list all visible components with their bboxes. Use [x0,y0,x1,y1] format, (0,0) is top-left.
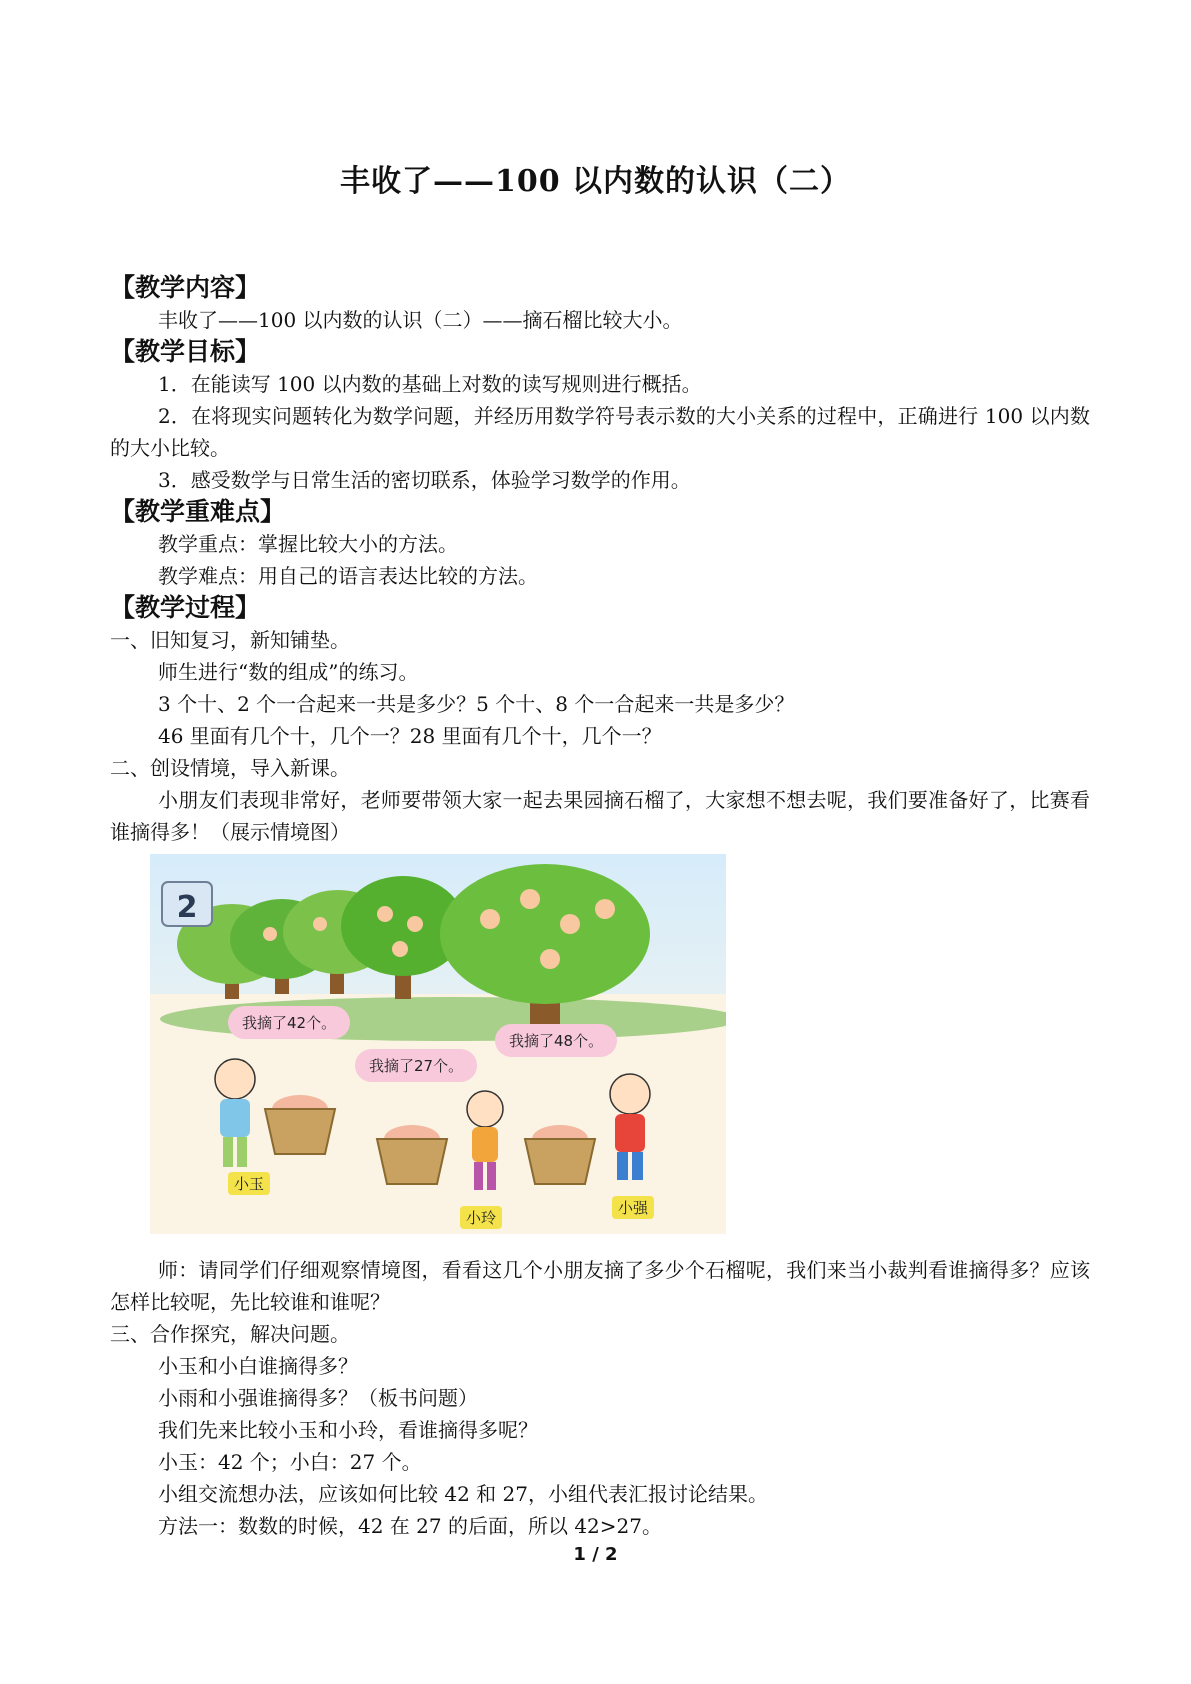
step1-line2: 3 个十、2 个一合起来一共是多少？5 个十、8 个一合起来一共是多少？ [158,692,795,716]
speech-bubble-2: 我摘了27个。 [355,1049,477,1082]
badge-number: 2 [176,890,198,925]
name-tag-xiaoqiang: 小强 [612,1196,654,1219]
name-tag-xiaoyu: 小玉 [228,1172,270,1195]
section-heading-process: 【教学过程】 [110,593,261,622]
step3-title: 三、合作探究，解决问题。 [110,1322,350,1346]
section-heading-content: 【教学内容】 [110,273,261,302]
step3-line3: 我们先来比较小玉和小玲，看谁摘得多呢？ [158,1418,538,1442]
step1-title: 一、旧知复习，新知铺垫。 [110,628,350,652]
step1-line1: 师生进行“数的组成”的练习。 [158,660,419,684]
step1-line3: 46 里面有几个十，几个一？28 里面有几个十，几个一？ [158,724,662,748]
page-title: 丰收了——100 以内数的认识（二） [339,164,852,199]
step3-line2: 小雨和小强谁摘得多？（板书问题） [158,1386,478,1410]
number-badge [162,882,212,926]
goal-3: 3．感受数学与日常生活的密切联系，体验学习数学的作用。 [158,468,691,492]
document-body [110,272,1090,1542]
difficult-point: 教学难点：用自己的语言表达比较的方法。 [158,564,538,588]
basket-3 [525,1125,595,1184]
content-text: 丰收了——100 以内数的认识（二）——摘石榴比较大小。 [158,308,683,332]
basket-2 [377,1125,447,1184]
teacher-text: 师：请同学们仔细观察情境图，看看这几个小朋友摘了多少个石榴呢，我们来当小裁判看谁摘得多？应该怎样比较呢，先比较谁和谁呢？ [110,1258,1090,1314]
step2-text: 小朋友们表现非常好，老师要带领大家一起去果园摘石榴了，大家想不想去呢，我们要准备好了，比赛看谁摘得多！（展示情境图） [110,788,1090,844]
step3-line5: 小组交流想办法，应该如何比较 42 和 27，小组代表汇报讨论结果。 [158,1482,768,1506]
name-tag-xiaoling: 小玲 [460,1206,502,1229]
goal-1: 1．在能读写 100 以内数的基础上对数的读写规则进行概括。 [158,372,702,396]
step3-line1: 小玉和小白谁摘得多？ [158,1354,358,1378]
basket-1 [265,1095,335,1154]
key-point: 教学重点：掌握比较大小的方法。 [158,532,458,556]
goal-2: 2．在将现实问题转化为数学问题，并经历用数学符号表示数的大小关系的过程中，正确进行 100 以内数的大小比较。 [110,404,1090,460]
step3-line6: 方法一：数数的时候，42 在 27 的后面，所以 42>27。 [158,1514,662,1538]
speech-bubble-3: 我摘了48个。 [495,1024,617,1057]
scene-illustration [150,854,726,1234]
step3-line4: 小玉：42 个；小白：27 个。 [158,1450,422,1474]
step2-title: 二、创设情境，导入新课。 [110,756,350,780]
page-number: 1 / 2 [573,1544,618,1565]
section-heading-key-points: 【教学重难点】 [110,497,286,526]
section-heading-goals: 【教学目标】 [110,337,261,366]
speech-bubble-1: 我摘了42个。 [228,1006,350,1039]
